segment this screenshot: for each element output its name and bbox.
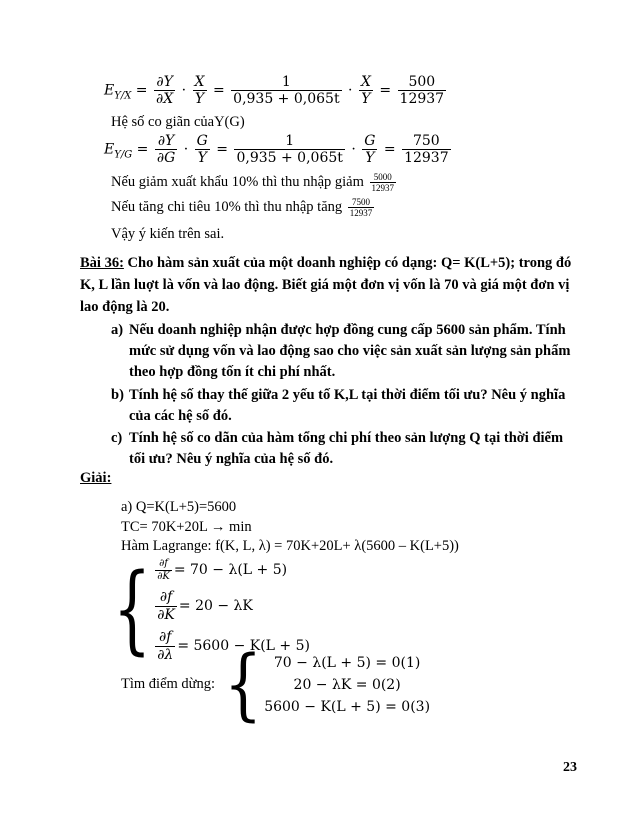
partial-derivatives-system: [113, 554, 310, 666]
solution-line-3: Hàm Lagrange: f(K, L, λ) = 70K+20L+ λ(5600 – K(L+5)): [121, 538, 459, 554]
eq2-ratio: $\frac{G}{Y}$: [196, 133, 208, 167]
partial-lambda: $\frac{\partial f}{\partial\lambda}$ = 5600 − K(L + 5): [157, 629, 310, 663]
problem-statement: [80, 252, 580, 318]
elasticity-equation-g: $E_{Y/G}$ = $\frac{\partial Y}{\partial G}$ · $\frac{G}{Y}$ = $\frac{1}{0,935 + 0,065t}$ · $\frac{G}{Y}$ = $\frac{750}{12937}$: [104, 133, 449, 167]
eq1-ratio-2: $\frac{X}{Y}$: [360, 74, 371, 108]
problem-label: Bài 36:: [80, 255, 124, 271]
eq2-ratio-2: $\frac{G}{Y}$: [364, 133, 376, 167]
stationary-brace: {: [224, 639, 263, 731]
eq1-value: $\frac{500}{12937}$: [399, 74, 445, 108]
eq1-fraction: $\frac{1}{0,935 + 0,065t}$: [233, 74, 340, 108]
solution-heading: Giải:: [80, 470, 112, 486]
question-c: c) Tính hệ số co dãn của hàm tổng chi phí theo sản lượng Q tại thời điểm tối ưu? Nêu ý nghĩa của hệ số đó.: [111, 430, 564, 467]
problem-text: Cho hàm sản xuất của một doanh nghiệp có dạng: Q= K(L+5); trong đó K, L lần luợt là vốn và lao động. Biết giá một đơn vị vốn là 70 và giá một đơn vị lao động là 20.: [80, 255, 572, 315]
line-export: Nếu giảm xuất khẩu 10% thì thu nhập giảm $\frac{5000}{12937}$: [111, 172, 395, 194]
spend-fraction: $\frac{7500}{12937}$: [349, 197, 373, 219]
stationary-eq-1: 70 − λ(L + 5) = 0(1): [273, 655, 421, 671]
stationary-label: Tìm điểm dừng:: [121, 676, 216, 692]
eq2-lhs: E: [104, 141, 115, 158]
eq1-derivative: $\frac{\partial Y}{\partial X}$: [155, 74, 174, 108]
question-a: a) Nếu doanh nghiệp nhận được hợp đồng cung cấp 5600 sản phẩm. Tính mức sử dụng vốn và lao động sao cho việc sản xuất sản lượng sản phẩm theo hợp đồng tốn ít chi phí nhất.: [111, 322, 571, 380]
stationary-eq-3: 5600 − K(L + 5) = 0(3): [264, 699, 431, 715]
question-b: b) Tính hệ số thay thế giữa 2 yếu tố K,L tại thời điểm tối ưu? Nêu ý nghĩa của các hệ số đó.: [111, 387, 566, 424]
eq1-ratio: $\frac{X}{Y}$: [194, 74, 205, 108]
eq2-lhs-sub: Y/G: [114, 149, 133, 161]
partial-k: $\frac{\partial f}{\partial K}$ = 70 − λ(L + 5): [157, 558, 288, 582]
eq2-value: $\frac{750}{12937}$: [404, 133, 449, 167]
stationary-eq-2: 20 − λK = 0(2): [293, 677, 401, 693]
solution-line-2: TC= 70K+20L → min: [121, 519, 252, 535]
eq1-lhs-sub: Y/X: [114, 90, 132, 102]
elasticity-equation-x: $E_{Y/X}$ = $\frac{\partial Y}{\partial X}$ · $\frac{X}{Y}$ = $\frac{1}{0,935 + 0,065t}$ · $\frac{X}{Y}$ = $\frac{500}{12937}$: [104, 74, 445, 108]
eq2-fraction: $\frac{1}{0,935 + 0,065t}$: [236, 133, 343, 167]
export-fraction: $\frac{5000}{12937}$: [371, 172, 395, 194]
eq2-derivative: $\frac{\partial Y}{\partial G}$: [156, 133, 176, 167]
page-number: 23: [563, 760, 577, 775]
partial-l: $\frac{\partial f}{\partial K}$ = 20 − λK: [157, 589, 253, 623]
label-elasticity-g: Hệ số co giãn củaY(G): [111, 114, 245, 130]
conclusion: Vậy ý kiến trên sai.: [111, 226, 225, 242]
stationary-system: [224, 639, 431, 731]
eq1-lhs: E: [104, 82, 115, 99]
line-spend: Nếu tăng chi tiêu 10% thì thu nhập tăng $\frac{7500}{12937}$: [111, 197, 373, 219]
solution-line-1: a) Q=K(L+5)=5600: [121, 499, 237, 515]
left-brace: {: [113, 554, 152, 666]
